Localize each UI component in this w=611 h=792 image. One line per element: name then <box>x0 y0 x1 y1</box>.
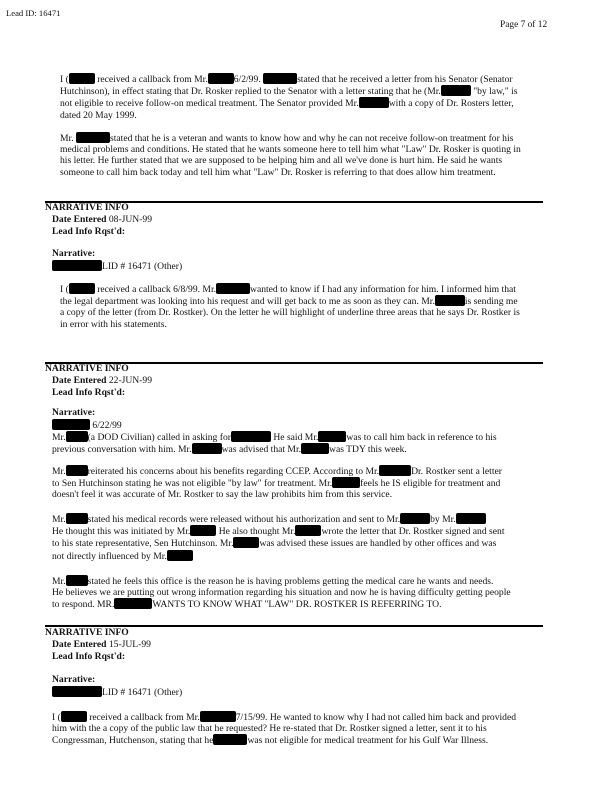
redaction <box>295 525 321 536</box>
paragraph: Mr. stated his medical records were released without his authorization and sent to Mr. by Mr. He thought this was initiated by Mr. He also thought Mr. wrote the letter that Dr. Rostker signed and sent to his state representative, Sen Hutchinson. Mr. was advised these issues are handled by other offices and was not directly influenced by Mr. <box>52 514 505 562</box>
section-title: NARRATIVE INFO <box>45 202 129 213</box>
redaction <box>400 513 430 524</box>
date-entered: Date Entered 22-JUN-99 <box>52 375 153 386</box>
redaction <box>76 132 110 143</box>
redaction <box>190 525 216 536</box>
section-title: NARRATIVE INFO <box>45 363 129 374</box>
redaction <box>359 97 389 108</box>
redaction <box>231 431 271 442</box>
redaction <box>52 686 102 697</box>
redaction <box>200 711 236 722</box>
redaction <box>61 711 87 722</box>
redaction <box>435 295 465 306</box>
paragraph: Mr. reiterated his concerns about his benefits regarding CCEP. According to Mr. Dr. Rostker sent a letter to Sen Hutchinson stating he was not eligible "by law" for treatment. Mr. feels he IS eligible for treatment and doesn't feel it was accurate of Mr. Rostker to say the law prohibits him from this service. <box>52 466 502 501</box>
redaction <box>208 73 234 84</box>
redaction <box>66 465 88 476</box>
narrative-label: Narrative: <box>52 407 96 418</box>
paragraph: Mr. stated he feels this office is the reason he is having problems getting the medical care he wants and needs. He believes we are putting out wrong information regarding his situation and now he is having difficulty getting people to respond. MR. WANTS TO KNOW WHAT "LAW" DR. ROSTKER IS REFERRING TO. <box>52 576 511 611</box>
date-entered: Date Entered 15-JUL-99 <box>52 639 151 650</box>
date-entered: Date Entered 08-JUN-99 <box>52 214 153 225</box>
redaction <box>52 419 90 430</box>
redaction <box>263 73 297 84</box>
redaction <box>66 513 88 524</box>
redaction <box>318 431 346 442</box>
narrative-label: Narrative: <box>52 674 96 685</box>
lead-id-line: LID # 16471 (Other) <box>52 260 182 272</box>
paragraph: Mr. (a DOD Civilian) called in asking for He said Mr. was to call him back in reference to his previous conversation with him. Mr. was advised that Mr. was TDY this week. <box>52 432 497 456</box>
paragraph: I ( received a callback from Mr. 6/2/99. stated that he received a letter from his Senator (Senator Hutchinson), in effect stating that Dr. Rosker replied to the Senator with a letter stating that he (Mr. "by law," is not eligible to receive follow-on medical treatment. The Senator provided Mr. with a copy of Dr. Rosters letter, dated 20 May 1999. <box>60 74 518 121</box>
redaction <box>69 283 95 294</box>
lead-info-requested: Lead Info Rqst'd: <box>52 387 126 398</box>
lead-info-requested: Lead Info Rqst'd: <box>52 651 126 662</box>
lead-id-header: Lead ID: 16471 <box>6 8 61 18</box>
date-line: 6/22/99 <box>52 419 122 431</box>
redaction <box>52 260 102 271</box>
lead-id-line: LID # 16471 (Other) <box>52 686 182 698</box>
paragraph: I ( received a callback 6/8/99. Mr. wanted to know if I had any information for him. I informed him that the legal department was looking into his request and will get back to me as soon as they can. Mr. is sending me a copy of the letter (from Dr. Rostker). On the letter he will highlight of underline three areas that he says Dr. Rostker is in error with his statements. <box>60 284 520 330</box>
redaction <box>441 85 471 96</box>
redaction <box>167 550 193 561</box>
redaction <box>66 431 88 442</box>
redaction <box>379 465 411 476</box>
page-number: Page 7 of 12 <box>500 20 548 30</box>
section-title: NARRATIVE INFO <box>45 627 129 638</box>
redaction <box>456 513 486 524</box>
redaction <box>216 283 250 294</box>
redaction <box>233 537 259 548</box>
narrative-label: Narrative: <box>52 248 96 259</box>
paragraph: I ( received a callback from Mr. 7/15/99. He wanted to know why I had not called him back and provided him with the a copy of the public law that he requested? He re-stated that Dr. Rostker signed a letter, sent it to his Congressman, Hutchenson, stating that he was not eligible for medical treatment for his Gulf War Illness. <box>52 712 517 747</box>
lead-info-requested: Lead Info Rqst'd: <box>52 226 126 237</box>
redaction <box>301 443 329 454</box>
redaction <box>332 477 360 488</box>
redaction <box>114 598 152 609</box>
paragraph: Mr. stated that he is a veteran and wants to know how and why he can not receive follow-on treatment for his medical problems and conditions. He stated that he wants someone here to tell him what "Law" Dr. Rosker is quoting in his letter. He further stated that we are supposed to be helping him and all we've done is hurt him. He said he wants someone to call him back today and tell him what "Law" Dr. Rosker is referring to that does allow him treatment. <box>60 133 521 178</box>
redaction <box>192 443 222 454</box>
redaction <box>69 73 95 84</box>
redaction <box>66 575 88 586</box>
redaction <box>213 734 247 745</box>
